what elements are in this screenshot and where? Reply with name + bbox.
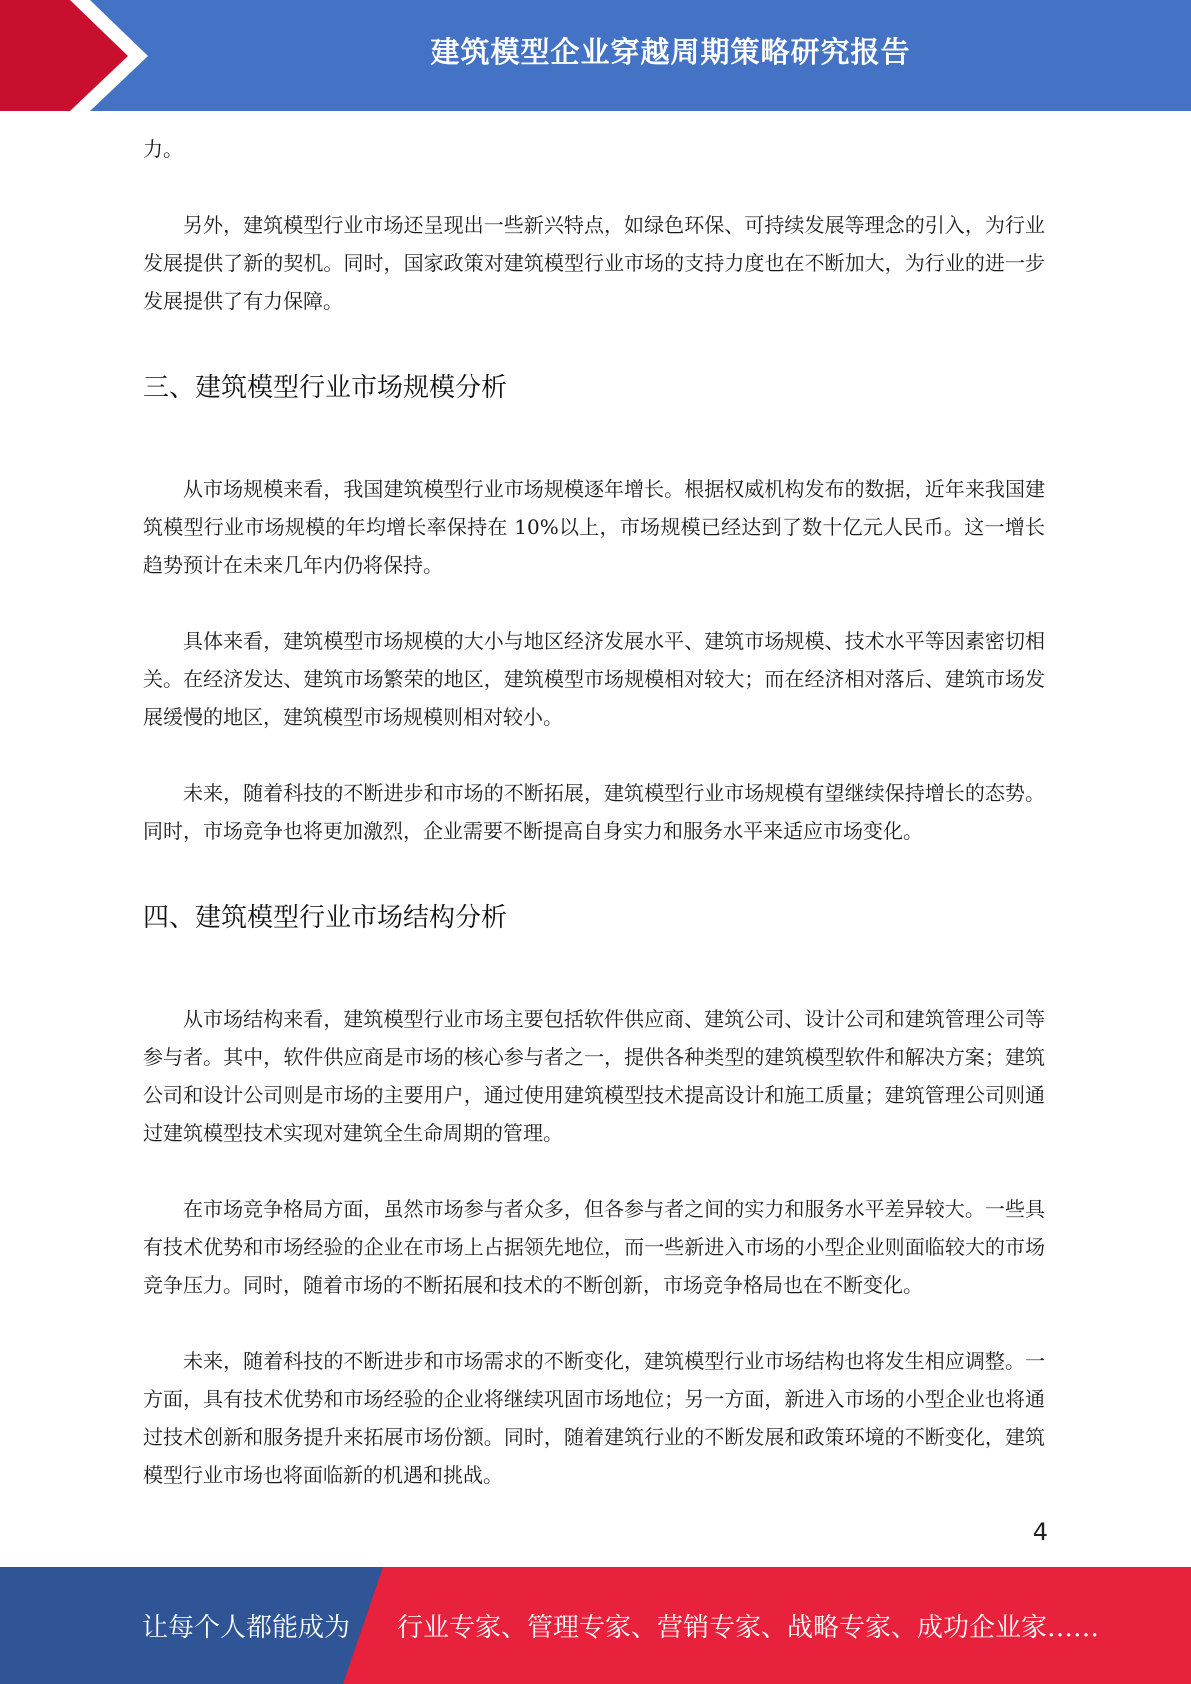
footer-slogan-left: 让每个人都能成为 (142, 1613, 351, 1643)
section4-paragraph-1: 从市场结构来看，建筑模型行业市场主要包括软件供应商、建筑公司、设计公司和建筑管理公司等参与者。其中，软件供应商是市场的核心参与者之一，提供各种类型的建筑模型软件和解决方案；建筑公司和设计公司则是市场的主要用户，通过使用建筑模型技术提高设计和施工质量；建筑管理公司则通过建筑模型技术实现对建筑全生命周期的管理。 (143, 1007, 1045, 1145)
page-number: 4 (1032, 1518, 1048, 1546)
page-footer (0, 1567, 1191, 1684)
section3-paragraph-1: 从市场规模来看，我国建筑模型行业市场规模逐年增长。根据权威机构发布的数据，近年来我国建筑模型行业市场规模的年均增长率保持在 10%以上，市场规模已经达到了数十亿元人民币。这一增长趋势预计在未来几年内仍将保持。 (143, 477, 1045, 577)
footer-slogan-right: 行业专家、管理专家、营销专家、战略专家、成功企业家…… (397, 1613, 1100, 1643)
section4-paragraph-3: 未来，随着科技的不断进步和市场需求的不断变化，建筑模型行业市场结构也将发生相应调整。一方面，具有技术优势和市场经验的企业将继续巩固市场地位；另一方面，新进入市场的小型企业也将通过技术创新和服务提升来拓展市场份额。同时，随着建筑行业的不断发展和政策环境的不断变化，建筑模型行业市场也将面临新的机遇和挑战。 (143, 1349, 1045, 1487)
section3-heading: 三、建筑模型行业市场规模分析 (143, 373, 508, 403)
header-red-arrow (0, 0, 148, 111)
document-body (143, 130, 1045, 1494)
page-header (0, 0, 1191, 111)
header-title: 建筑模型企业穿越周期策略研究报告 (430, 34, 911, 69)
intro-paragraph: 另外，建筑模型行业市场还呈现出一些新兴特点，如绿色环保、可持续发展等理念的引入，为行业发展提供了新的契机。同时，国家政策对建筑模型行业市场的支持力度也在不断加大，为行业的进一步发展提供了有力保障。 (143, 213, 1045, 313)
section4-heading: 四、建筑模型行业市场结构分析 (143, 903, 508, 933)
section4-paragraph-2: 在市场竞争格局方面，虽然市场参与者众多，但各参与者之间的实力和服务水平差异较大。一些具有技术优势和市场经验的企业在市场上占据领先地位，而一些新进入市场的小型企业则面临较大的市场竞争压力。同时，随着市场的不断拓展和技术的不断创新，市场竞争格局也在不断变化。 (143, 1197, 1045, 1297)
section3-paragraph-2: 具体来看，建筑模型市场规模的大小与地区经济发展水平、建筑市场规模、技术水平等因素密切相关。在经济发达、建筑市场繁荣的地区，建筑模型市场规模相对较大；而在经济相对落后、建筑市场发展缓慢的地区，建筑模型市场规模则相对较小。 (143, 629, 1045, 729)
section3-paragraph-3: 未来，随着科技的不断进步和市场的不断拓展，建筑模型行业市场规模有望继续保持增长的态势。同时，市场竞争也将更加激烈，企业需要不断提高自身实力和服务水平来适应市场变化。 (143, 781, 1045, 843)
continuation-text: 力。 (143, 137, 183, 161)
